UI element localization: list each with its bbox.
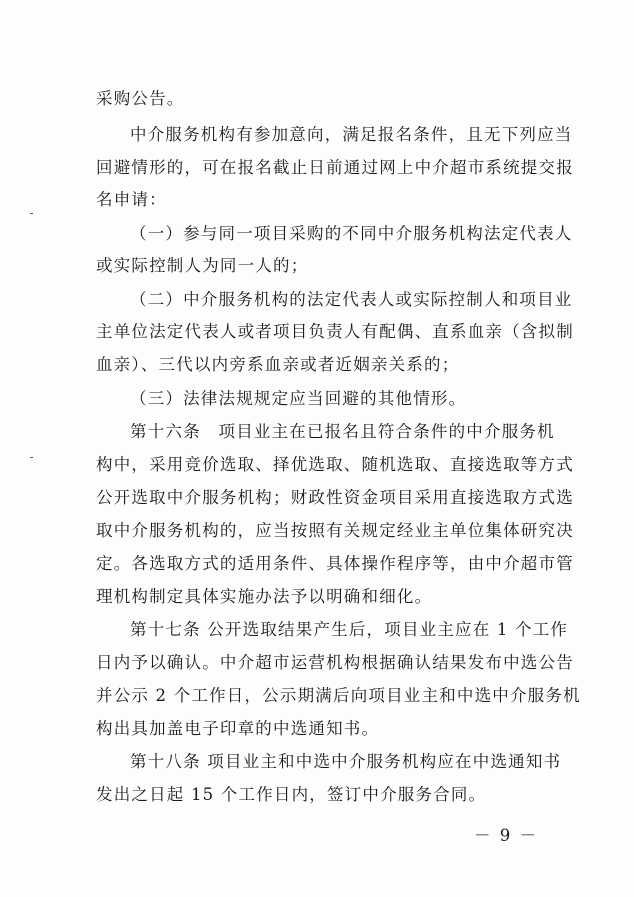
text-line: 发出之日起 15 个工作日内，签订中介服务合同。 xyxy=(96,785,487,804)
text-line: 名申请： xyxy=(96,190,167,209)
text-line: 采购公告。 xyxy=(96,89,185,108)
text-line: 主单位法定代表人或者项目负责人有配偶、直系血亲（含拟制 xyxy=(96,322,574,341)
scan-speck xyxy=(30,213,33,214)
text-line: 理机构制定具体实施办法予以明确和细化。 xyxy=(96,587,433,606)
text-line: （一）参与同一项目采购的不同中介服务机构法定代表人 xyxy=(130,224,573,243)
text-line: 日内予以确认。中介超市运营机构根据确认结果发布中选公告 xyxy=(96,653,574,672)
text-line: 公开选取中介服务机构；财政性资金项目采用直接选取方式选 xyxy=(96,488,574,507)
text-line: 定。各选取方式的适用条件、具体操作程序等，由中介超市管 xyxy=(96,554,574,573)
text-line: （二）中介服务机构的法定代表人或实际控制人和项目业 xyxy=(130,290,573,309)
text-line: 第十八条 项目业主和中选中介服务机构应在中选通知书 xyxy=(130,752,562,771)
scan-speck xyxy=(30,457,33,458)
text-line: 中介服务机构有参加意向，满足报名条件，且无下列应当 xyxy=(130,125,573,144)
text-line: 回避情形的，可在报名截止日前通过网上中介超市系统提交报 xyxy=(96,158,574,177)
text-line: 构中，采用竞价选取、择优选取、随机选取、直接选取等方式 xyxy=(96,455,574,474)
text-line: 构出具加盖电子印章的中选通知书。 xyxy=(96,719,380,738)
text-line: 或实际控制人为同一人的； xyxy=(96,256,309,275)
text-line: 取中介服务机构的，应当按照有关规定经业主单位集体研究决 xyxy=(96,521,574,540)
text-line: 并公示 2 个工作日，公示期满后向项目业主和中选中介服务机 xyxy=(96,686,581,705)
text-line: 第十六条 项目业主在已报名且符合条件的中介服务机 xyxy=(130,422,555,441)
text-line: （三）法律法规规定应当回避的其他情形。 xyxy=(130,389,467,408)
text-line: 第十七条 公开选取结果产生后，项目业主应在 1 个工作 xyxy=(130,620,569,639)
text-line: 血亲）、三代以内旁系血亲或者近姻亲关系的； xyxy=(96,355,460,374)
page-number: － 9 － xyxy=(474,826,538,845)
